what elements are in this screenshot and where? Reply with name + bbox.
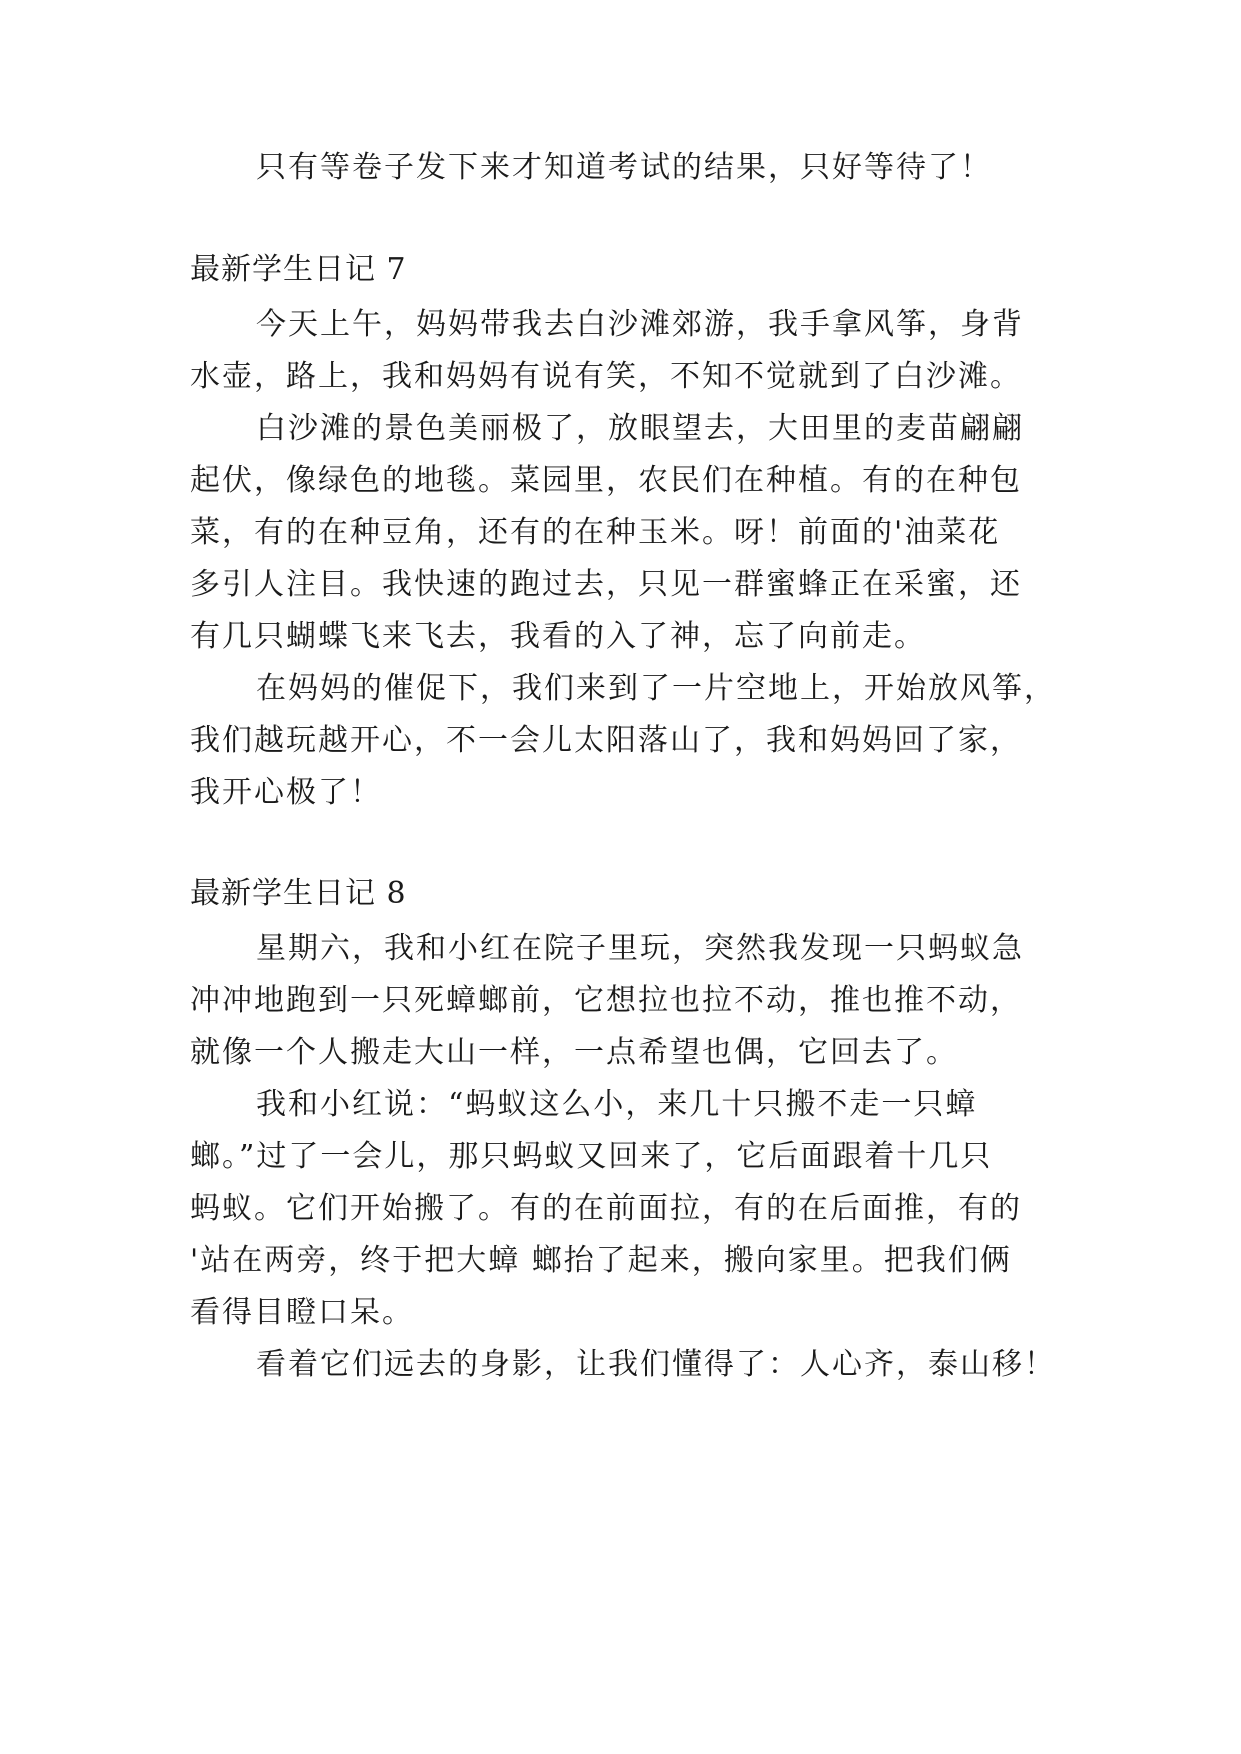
paragraph-line: 今天上午，妈妈带我去白沙滩郊游，我手拿风筝，身背 <box>256 307 1024 342</box>
paragraph-line: 水壶，路上，我和妈妈有说有笑，不知不觉就到了白沙滩。 <box>190 359 1022 394</box>
paragraph-line: 就像一个人搬走大山一样，一点希望也偶，它回去了。 <box>190 1035 958 1070</box>
paragraph-line: 起伏，像绿色的地毯。菜园里，农民们在种植。有的在种包 <box>190 463 1022 498</box>
section-heading-diary-7: 最新学生日记 7 <box>190 252 407 287</box>
paragraph-line: 我和小红说：“蚂蚁这么小，来几十只搬不走一只蟑 <box>256 1087 978 1122</box>
paragraph-line: 看得目瞪口呆。 <box>190 1295 414 1330</box>
paragraph-line: 蚂蚁。它们开始搬了。有的在前面拉，有的在后面推，有的 <box>190 1191 1022 1226</box>
paragraph-line: 我们越玩越开心，不一会儿太阳落山了，我和妈妈回了家， <box>190 723 1022 758</box>
paragraph-line: 星期六，我和小红在院子里玩，突然我发现一只蚂蚁急 <box>256 931 1024 966</box>
paragraph-line: 看着它们远去的身影，让我们懂得了：人心齐，泰山移！ <box>256 1347 1056 1382</box>
paragraph-line: 我开心极了！ <box>190 775 382 810</box>
paragraph-line: 菜，有的在种豆角，还有的在种玉米。呀！前面的'油菜花 <box>190 515 1001 550</box>
paragraph-line: 白沙滩的景色美丽极了，放眼望去，大田里的麦苗翩翩 <box>256 411 1024 446</box>
section-heading-diary-8: 最新学生日记 8 <box>190 876 407 911</box>
paragraph-line: 冲冲地跑到一只死蟑螂前，它想拉也拉不动，推也推不动， <box>190 983 1022 1018</box>
paragraph-line: 有几只蝴蝶飞来飞去，我看的入了神，忘了向前走。 <box>190 619 926 654</box>
paragraph-line: 只有等卷子发下来才知道考试的结果，只好等待了！ <box>256 150 992 185</box>
paragraph-line: 多引人注目。我快速的跑过去，只见一群蜜蜂正在采蜜，还 <box>190 567 1022 602</box>
paragraph-line: '站在两旁，终于把大蟑 螂抬了起来，搬向家里。把我们俩 <box>190 1243 1012 1278</box>
paragraph-line: 螂。”过了一会儿，那只蚂蚁又回来了，它后面跟着十几只 <box>190 1139 993 1174</box>
paragraph-line: 在妈妈的催促下，我们来到了一片空地上，开始放风筝， <box>256 671 1056 706</box>
